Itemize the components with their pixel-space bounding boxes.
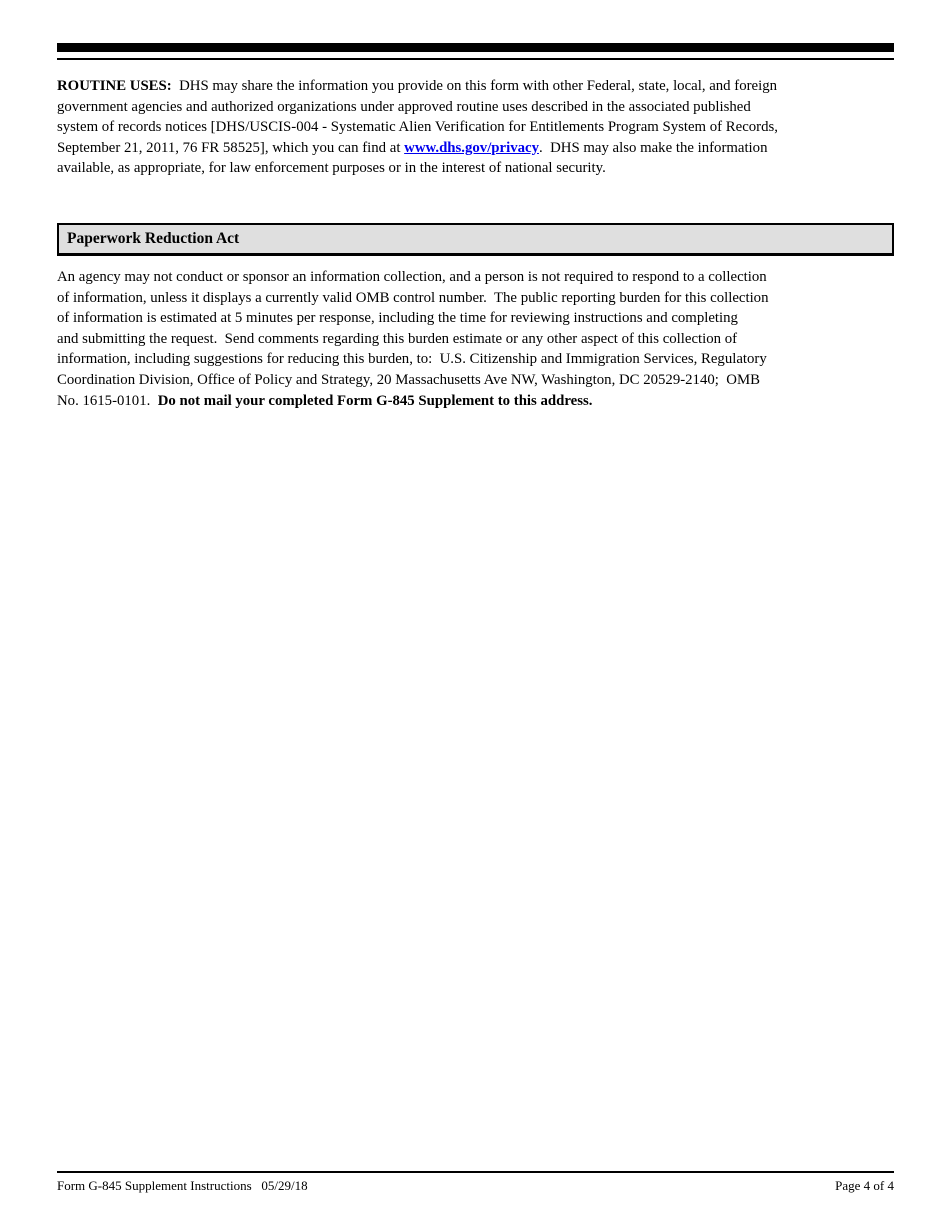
paragraph-line [57,288,917,309]
routine-uses-paragraph [57,76,917,179]
dhs-privacy-link[interactable]: www.dhs.gov/privacy [404,139,539,156]
paragraph-text: available, as appropriate, for law enforcement purposes or in the interest of national security. [57,160,606,177]
paragraph-line [57,97,917,118]
paragraph-line [57,76,917,97]
do-not-mail-note: Do not mail your completed Form G-845 Supplement to this address. [157,392,593,409]
paragraph-line [57,391,917,412]
paragraph-line [57,329,917,350]
paragraph-text: and submitting the request. Send comments regarding this burden estimate or any other aspect of this collection of [57,330,738,347]
paragraph-line [57,349,917,370]
paragraph-line [57,117,917,138]
paragraph-text: government agencies and authorized organizations under approved routine uses described in the associated published [57,98,751,115]
paragraph-text: system of records notices [DHS/USCIS-004 - Systematic Alien Verification for Entitlements Program System of Records, [57,119,778,136]
paragraph-text: September 21, 2011, 76 FR 58525], which you can find at [57,139,405,156]
paragraph-text: An agency may not conduct or sponsor an information collection, and a person is not required to respond to a collection [57,269,767,285]
paragraph-text: information, including suggestions for reducing this burden, to: U.S. Citizenship and Immigration Services, Regulatory [57,351,767,368]
paragraph-line [57,138,917,159]
section-header-title: Paperwork Reduction Act [67,230,240,247]
paragraph-line [57,158,917,179]
routine-uses-label: ROUTINE USES: [57,78,172,94]
paragraph-line [57,370,917,391]
footer-page-number: Page 4 of 4 [835,1178,894,1193]
header-divider-rule [57,58,894,60]
paragraph-text: . DHS may also make the information [538,139,768,156]
paragraph-line [57,267,917,288]
paragraph-text: DHS may share the information you provide on this form with other Federal, state, local, and foreign [171,78,778,94]
footer-form-id: Form G-845 Supplement Instructions 05/29/18 [57,1178,308,1193]
paragraph-line [57,308,917,329]
section-header-box [57,223,894,256]
paragraph-text: Coordination Division, Office of Policy and Strategy, 20 Massachusetts Ave NW, Washington, DC 20529-2140; OMB [57,371,760,388]
paragraph-text: of information is estimated at 5 minutes per response, including the time for reviewing instructions and completing [57,310,738,327]
paragraph-text: No. 1615-0101. [57,392,158,409]
paperwork-reduction-paragraph [57,267,917,411]
footer-divider-rule [57,1171,894,1173]
header-divider-bar [57,43,894,52]
paragraph-text: of information, unless it displays a currently valid OMB control number. The public reporting burden for this collection [57,289,769,306]
